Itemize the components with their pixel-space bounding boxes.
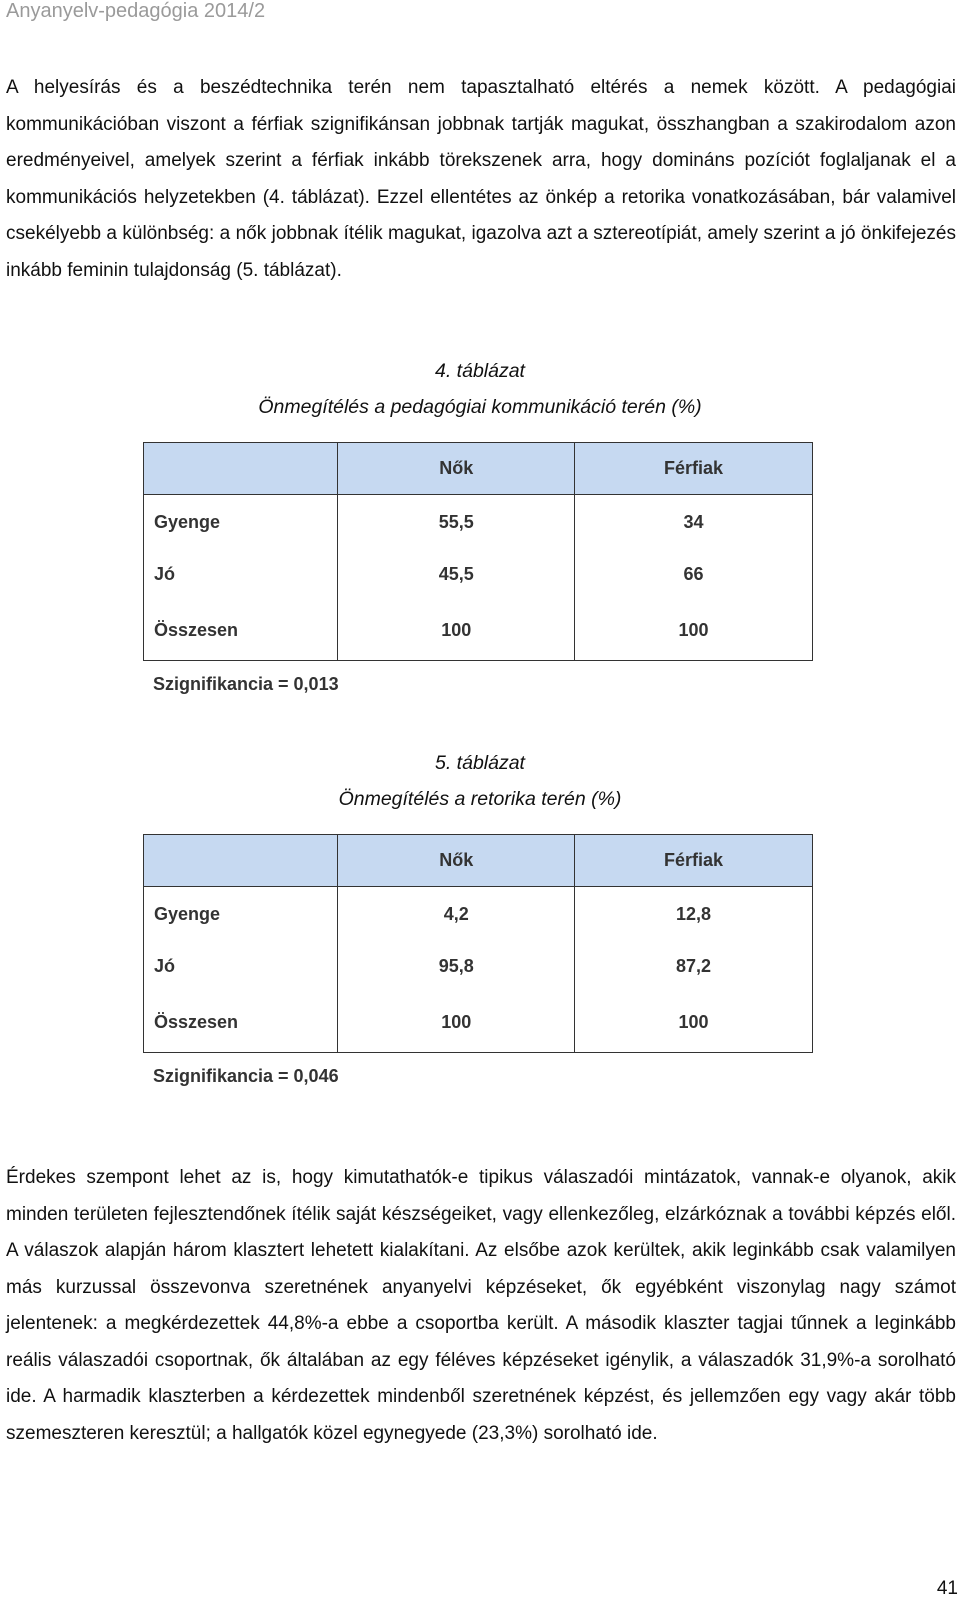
table-row: [144, 600, 813, 661]
table-cell: 100: [575, 600, 813, 661]
row-label: Gyenge: [144, 887, 338, 942]
table-cell: 55,5: [338, 495, 575, 550]
table-5-number: 5. táblázat: [435, 752, 525, 774]
running-header: Anyanyelv-pedagógia 2014/2: [6, 0, 266, 22]
row-label: Jó: [144, 941, 338, 992]
table-header-cell: [144, 443, 338, 495]
table-5: [143, 834, 813, 1053]
table-cell: 100: [338, 600, 575, 661]
table-cell: 100: [575, 992, 813, 1053]
table-header-cell: Nők: [338, 835, 575, 887]
table-header-row: [144, 443, 813, 495]
table-4-title: Önmegítélés a pedagógiai kommunikáció terén (%): [258, 396, 702, 418]
table-cell: 95,8: [338, 941, 575, 992]
table-4-number: 4. táblázat: [435, 360, 525, 382]
table-header-row: [144, 835, 813, 887]
table-row: [144, 549, 813, 600]
table-header-cell: Férfiak: [575, 443, 813, 495]
table-cell: 87,2: [575, 941, 813, 992]
row-label: Gyenge: [144, 495, 338, 550]
table-row: [144, 495, 813, 550]
table-row: [144, 941, 813, 992]
row-label: Összesen: [144, 992, 338, 1053]
row-label: Összesen: [144, 600, 338, 661]
table-header-cell: [144, 835, 338, 887]
table-cell: 4,2: [338, 887, 575, 942]
table-header-cell: Nők: [338, 443, 575, 495]
table-header-cell: Férfiak: [575, 835, 813, 887]
table-cell: 66: [575, 549, 813, 600]
table-cell: 34: [575, 495, 813, 550]
body-paragraph-2: Érdekes szempont lehet az is, hogy kimutathatók-e tipikus válaszadói mintázatok, vannak-e olyanok, akik minden területen fejlesztendőnek ítélik saját készségeiket, vagy ellenkezőleg, elzárkóznak a további képzés elől. A válaszok alapján három klasztert lehetett kialakítani. Az elsőbe azok kerültek, akik leginkább csak valamilyen más kurzussal összevonva szeretnének anyanyelvi képzéseket, ők egyébként viszonylag nagy számot jelentenek: a megkérdezettek 44,8%-a ebbe a csoportba került. A második klaszter tagjai tűnnek a leginkább reális válaszadói csoportnak, ők általában az egy féléves képzéseket igénylik, a válaszadók 31,9%-a sorolható ide. A harmadik klaszterben a kérdezettek mindenből szeretnének képzést, és jellemzően egy vagy akár több szemeszteren keresztül; a hallgatók közel egynegyede (23,3%) sorolható ide.: [6, 1167, 956, 1444]
table-5-title: Önmegítélés a retorika terén (%): [338, 788, 622, 810]
table-cell: 45,5: [338, 549, 575, 600]
body-paragraph-1: A helyesírás és a beszédtechnika terén nem tapasztalható eltérés a nemek között. A pedagógiai kommunikációban viszont a férfiak szignifikánsan jobbnak tartják magukat, összhangban a szakirodalom azon eredményeivel, amelyek szerint a férfiak inkább törekszenek arra, hogy domináns pozíciót foglaljanak el a kommunikációs helyzetekben (4. táblázat). Ezzel ellentétes az önkép a retorika vonatkozásában, bár valamivel csekélyebb a különbség: a nők jobbnak ítélik magukat, igazolva azt a sztereotípiát, amely szerint a jó önkifejezés inkább feminin tulajdonság (5. táblázat).: [6, 77, 956, 281]
page-number: 41: [936, 1578, 958, 1599]
table-5-significance: Szignifikancia = 0,046: [153, 1066, 339, 1086]
row-label: Jó: [144, 549, 338, 600]
table-row: [144, 992, 813, 1053]
table-cell: 100: [338, 992, 575, 1053]
table-4-significance: Szignifikancia = 0,013: [153, 674, 339, 694]
table-row: [144, 887, 813, 942]
table-4: [143, 442, 813, 661]
table-cell: 12,8: [575, 887, 813, 942]
